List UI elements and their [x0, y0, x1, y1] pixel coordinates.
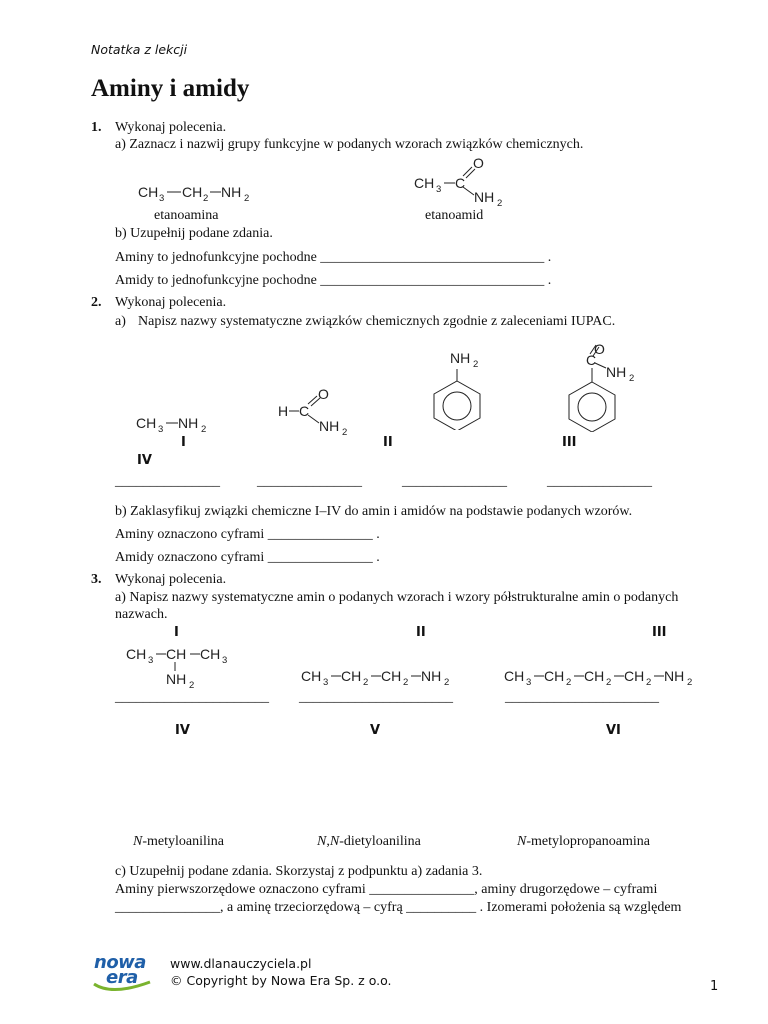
- svg-text:NH: NH: [664, 668, 685, 684]
- svg-text:CH: CH: [301, 668, 322, 684]
- task1-instruction: Wykonaj polecenia.: [115, 120, 227, 135]
- name-nn-diethylaniline: N,N-dietyloanilina: [317, 834, 421, 849]
- svg-text:CH: CH: [166, 646, 187, 662]
- task2-a-label: a): [115, 314, 126, 329]
- task2-a: Napisz nazwy systematyczne związków chemicznych zgodnie z zaleceniami IUPAC.: [138, 314, 616, 329]
- task3-a-line2: nazwach.: [115, 607, 168, 622]
- svg-text:2: 2: [497, 198, 503, 208]
- lesson-note-label: Notatka z lekcji: [91, 42, 188, 57]
- svg-text:3: 3: [222, 655, 228, 666]
- formula-methylamine: [130, 408, 220, 436]
- task2-line2[interactable]: Amidy oznaczono cyframi _______________ .: [115, 550, 380, 565]
- answer3-blank-II[interactable]: ______________________: [299, 690, 453, 705]
- formula-butylamine: [498, 662, 698, 690]
- task1-line2[interactable]: Amidy to jednofunkcyjne pochodne ________________________________ .: [115, 273, 552, 288]
- formula-isopropylamine: [120, 640, 240, 690]
- footer-copyright: © Copyright by Nowa Era Sp. z o.o.: [170, 973, 392, 988]
- label-III: III: [562, 435, 577, 450]
- f1-ch3: CH: [138, 184, 159, 200]
- svg-text:2: 2: [473, 359, 479, 370]
- svg-text:3: 3: [159, 193, 165, 204]
- svg-text:3: 3: [158, 424, 164, 435]
- svg-text:3: 3: [323, 677, 329, 688]
- name-n-methylaniline: N-metyloanilina: [133, 834, 224, 849]
- svg-text:2: 2: [189, 680, 195, 690]
- svg-text:2: 2: [646, 677, 652, 688]
- svg-text:H: H: [278, 403, 289, 419]
- svg-text:CH: CH: [200, 646, 221, 662]
- task2-instruction: Wykonaj polecenia.: [115, 295, 227, 310]
- task2-line1[interactable]: Aminy oznaczono cyframi _______________ .: [115, 527, 380, 542]
- task3-number: 3.: [91, 572, 102, 587]
- svg-text:2: 2: [201, 424, 207, 435]
- label3-VI: VI: [606, 723, 621, 738]
- svg-text:NH: NH: [319, 418, 340, 434]
- formula-propylamine: [295, 662, 455, 690]
- task3-instruction: Wykonaj polecenia.: [115, 572, 227, 587]
- name-etanoamina: etanoamina: [154, 208, 219, 223]
- svg-text:2: 2: [363, 677, 369, 688]
- svg-text:NH: NH: [474, 189, 495, 205]
- svg-text:3: 3: [436, 184, 442, 195]
- label3-I: I: [174, 625, 179, 640]
- footer-url[interactable]: www.dlanauczyciela.pl: [170, 956, 312, 971]
- task3-a-line1: a) Napisz nazwy systematyczne amin o podanych wzorach i wzory półstrukturalne amin o podanych: [115, 590, 679, 605]
- svg-text:O: O: [473, 155, 484, 171]
- answer3-blank-III[interactable]: ______________________: [505, 690, 659, 705]
- svg-text:NH: NH: [166, 671, 187, 687]
- task1-line1[interactable]: Aminy to jednofunkcyjne pochodne ________________________________ .: [115, 250, 552, 265]
- nowa-era-logo: nowa era: [92, 952, 162, 994]
- svg-text:2: 2: [687, 677, 693, 688]
- svg-text:NH: NH: [221, 184, 242, 200]
- label-I: I: [181, 435, 186, 450]
- label3-III: III: [652, 625, 667, 640]
- svg-text:CH: CH: [381, 668, 402, 684]
- answer-blank-III[interactable]: _______________: [402, 474, 507, 489]
- label3-II: II: [416, 625, 426, 640]
- svg-text:CH: CH: [624, 668, 645, 684]
- svg-text:C: C: [586, 352, 597, 368]
- answer-blank-IV[interactable]: _______________: [547, 474, 652, 489]
- svg-text:CH: CH: [414, 175, 435, 191]
- page-number: 1: [710, 979, 719, 994]
- svg-text:NH: NH: [450, 350, 471, 366]
- svg-text:2: 2: [403, 677, 409, 688]
- logo-swoosh-icon: [92, 980, 154, 994]
- formula-ethanamine: [130, 175, 260, 207]
- formula-benzamide: [560, 340, 650, 432]
- svg-text:O: O: [318, 386, 329, 402]
- label3-V: V: [370, 723, 381, 738]
- svg-text:NH: NH: [606, 364, 627, 380]
- formula-aniline: [425, 345, 495, 430]
- task1-b: b) Uzupełnij podane zdania.: [115, 226, 273, 241]
- task3-c-line3[interactable]: _______________, a aminę trzeciorzędową – cyfrą __________ . Izomerami położenia są względem: [115, 900, 682, 915]
- svg-text:CH: CH: [126, 646, 147, 662]
- task1-number: 1.: [91, 120, 102, 135]
- task2-b: b) Zaklasyfikuj związki chemiczne I–IV do amin i amidów na podstawie podanych wzorów.: [115, 504, 633, 519]
- svg-text:3: 3: [148, 655, 154, 666]
- svg-text:2: 2: [342, 427, 348, 438]
- answer-blank-I[interactable]: _______________: [115, 474, 220, 489]
- task1-a: a) Zaznacz i nazwij grupy funkcyjne w podanych wzorach związków chemicznych.: [115, 137, 584, 152]
- svg-text:CH: CH: [584, 668, 605, 684]
- svg-text:C: C: [299, 403, 310, 419]
- svg-text:CH: CH: [341, 668, 362, 684]
- task2-number: 2.: [91, 295, 102, 310]
- svg-text:CH: CH: [182, 184, 203, 200]
- task3-c-line2[interactable]: Aminy pierwszorzędowe oznaczono cyframi _______________, aminy drugorzędowe – cyframi: [115, 882, 658, 897]
- task3-c-line1: c) Uzupełnij podane zdania. Skorzystaj z podpunktu a) zadania 3.: [115, 864, 483, 879]
- label-IV: IV: [137, 453, 152, 468]
- svg-text:2: 2: [566, 677, 572, 688]
- svg-text:NH: NH: [178, 415, 199, 431]
- svg-text:2: 2: [444, 677, 450, 688]
- label3-IV: IV: [175, 723, 190, 738]
- page-title: Aminy i amidy: [91, 75, 250, 102]
- formula-ethanamide: [408, 154, 518, 208]
- answer3-blank-I[interactable]: ______________________: [115, 690, 269, 705]
- svg-text:2: 2: [203, 193, 209, 204]
- svg-text:2: 2: [629, 373, 635, 384]
- svg-text:C: C: [455, 175, 466, 191]
- svg-text:O: O: [594, 341, 605, 357]
- svg-text:CH: CH: [544, 668, 565, 684]
- name-n-methylpropanamine: N-metylopropanoamina: [517, 834, 650, 849]
- svg-text:CH: CH: [504, 668, 525, 684]
- answer-blank-II[interactable]: _______________: [257, 474, 362, 489]
- svg-text:2: 2: [606, 677, 612, 688]
- svg-text:3: 3: [526, 677, 532, 688]
- name-etanoamid: etanoamid: [425, 208, 484, 223]
- label-II: II: [383, 435, 393, 450]
- svg-text:CH: CH: [136, 415, 157, 431]
- formula-formamide: [272, 384, 362, 438]
- svg-text:NH: NH: [421, 668, 442, 684]
- svg-text:2: 2: [244, 193, 250, 204]
